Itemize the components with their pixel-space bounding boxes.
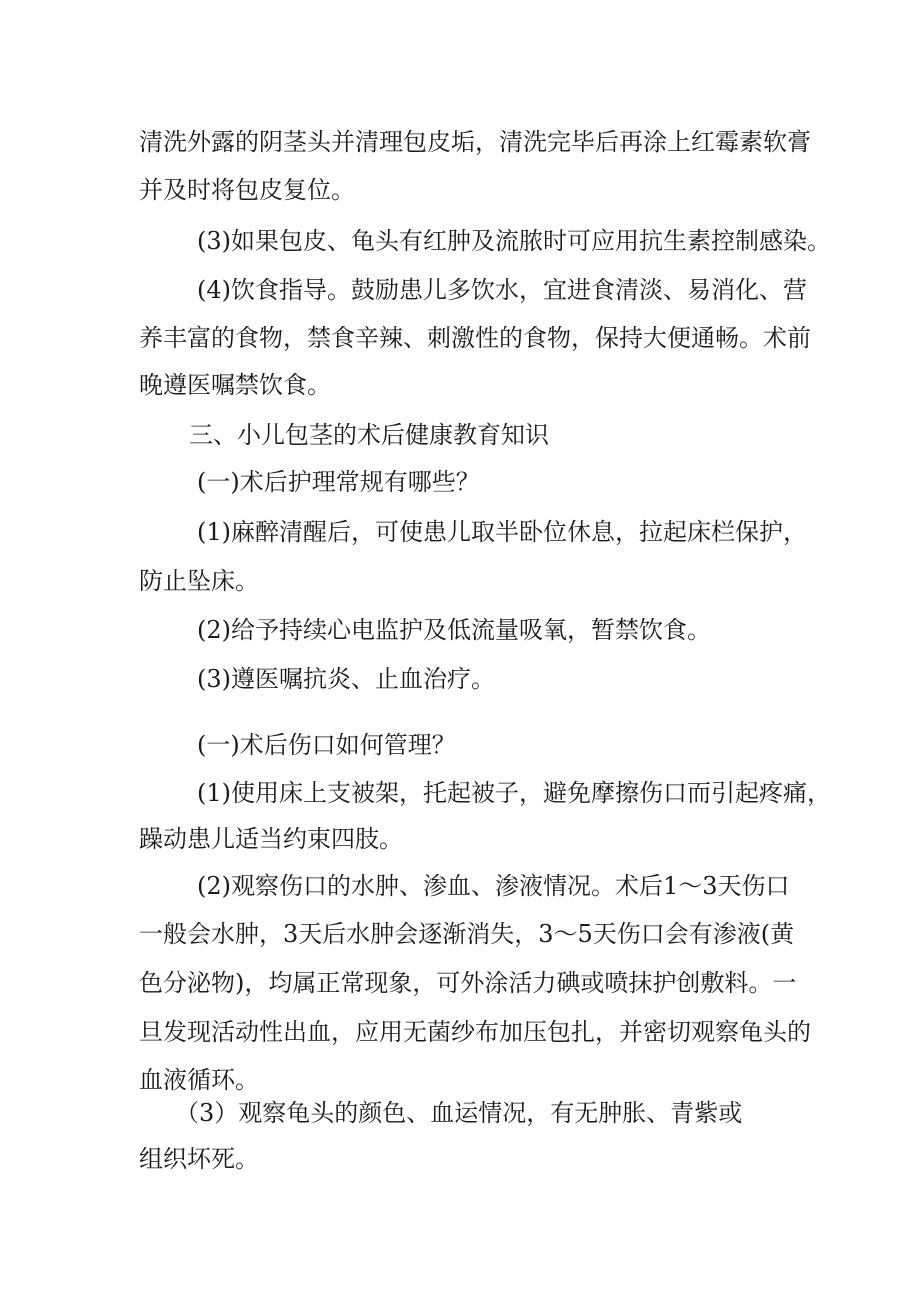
text-line: 躁动患儿适当约束四肢。 xyxy=(139,825,403,853)
section-heading: 三、小儿包茎的术后健康教育知识 xyxy=(189,421,549,449)
text-line: 防止坠床。 xyxy=(139,567,259,595)
text-line: 清洗外露的阴茎头并清理包皮垢，清洗完毕后再涂上红霉素软膏 xyxy=(139,128,811,156)
text-line: (2)给予持续心电监护及低流量吸氧，暂禁饮食。 xyxy=(197,616,711,644)
text-line: 旦发现活动性出血，应用无菌纱布加压包扎，并密切观察龟头的 xyxy=(139,1018,811,1046)
text-line: 并及时将包皮复位。 xyxy=(139,176,355,204)
subsection-heading: (一)术后护理常规有哪些？ xyxy=(197,468,480,496)
text-line: 养丰富的食物，禁食辛辣、刺激性的食物，保持大便通畅。术前 xyxy=(139,324,811,352)
text-line: (3)遵医嘱抗炎、止血治疗。 xyxy=(197,665,495,693)
text-line: 血液循环。 xyxy=(139,1066,259,1094)
subsection-heading: (一)术后伤口如何管理？ xyxy=(197,731,456,759)
text-line: 组织坏死。 xyxy=(139,1145,259,1173)
text-line: (2)观察伤口的水肿、渗血、渗液情况。术后1～3天伤口 xyxy=(197,872,790,900)
text-line: 一般会水肿，3天后水肿会逐渐消失，3～5天伤口会有渗液(黄 xyxy=(139,920,795,948)
text-line: (3)如果包皮、龟头有红肿及流脓时可应用抗生素控制感染。 xyxy=(197,227,831,255)
text-line: 晚遵医嘱禁饮食。 xyxy=(139,371,331,399)
text-line: 色分泌物)，均属正常现象，可外涂活力碘或喷抹护创敷料。一 xyxy=(139,969,797,997)
text-line: (1)麻醉清醒后，可使患儿取半卧位休息，拉起床栏保护， xyxy=(197,518,807,546)
text-line: (1)使用床上支被架，托起被子，避免摩擦伤口而引起疼痛， xyxy=(197,779,831,807)
text-line: (4)饮食指导。鼓励患儿多饮水，宜进食清淡、易消化、营 xyxy=(197,276,807,304)
text-line: （3）观察龟头的颜色、血运情况，有无肿胀、青紫或 xyxy=(175,1099,743,1127)
